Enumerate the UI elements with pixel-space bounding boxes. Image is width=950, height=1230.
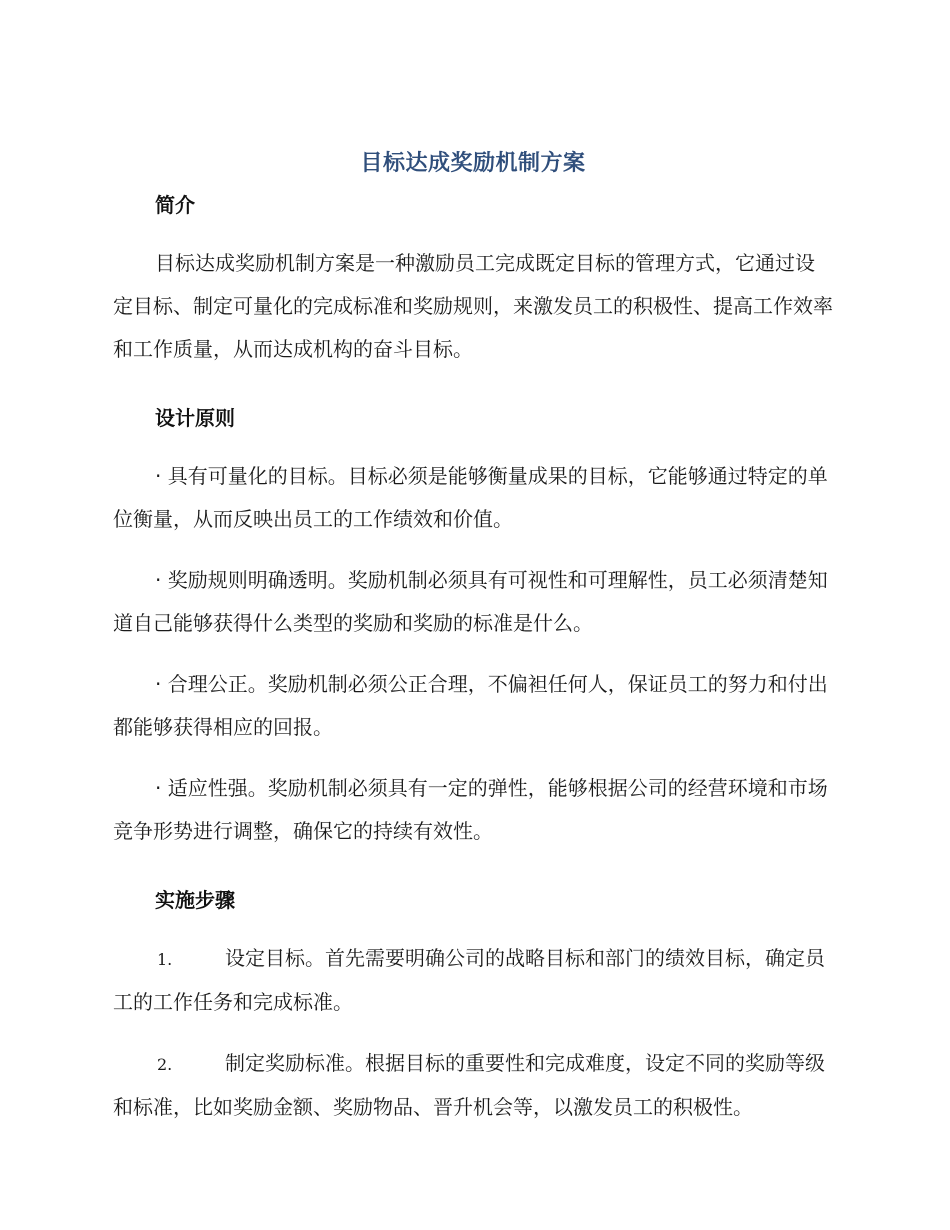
step-number: 1.: [157, 950, 173, 969]
step-item: [113, 1042, 833, 1129]
document-title: 目标达成奖励机制方案: [360, 151, 586, 176]
section-heading-principles: 设计原则: [155, 406, 235, 430]
step-text: 设定目标。首先需要明确公司的战略目标和部门的绩效目标，确定员工的工作任务和完成标准。: [113, 946, 825, 1014]
document-body: [113, 146, 833, 1129]
principle-item: · 奖励规则明确透明。奖励机制必须具有可视性和可理解性，员工必须清楚知道自己能够获得什么类型的奖励和奖励的标准是什么。: [113, 568, 828, 635]
step-text: 制定奖励标准。根据目标的重要性和完成难度，设定不同的奖励等级和标准，比如奖励金额、奖励物品、晋升机会等，以激发员工的积极性。: [113, 1051, 825, 1119]
intro-paragraph: 目标达成奖励机制方案是一种激励员工完成既定目标的管理方式，它通过设定目标、制定可量化的完成标准和奖励规则，来激发员工的积极性、提高工作效率和工作质量，从而达成机构的奋斗目标。: [113, 251, 833, 361]
principle-item: · 适应性强。奖励机制必须具有一定的弹性，能够根据公司的经营环境和市场竞争形势进行调整，确保它的持续有效性。: [113, 776, 828, 843]
step-number: 2.: [157, 1055, 173, 1074]
principle-item: · 合理公正。奖励机制必须公正合理，不偏袒任何人，保证员工的努力和付出都能够获得相应的回报。: [113, 672, 828, 739]
step-item: [113, 937, 833, 1024]
section-heading-intro: 简介: [155, 193, 195, 217]
principle-item: · 具有可量化的目标。目标必须是能够衡量成果的目标，它能够通过特定的单位衡量，从而反映出员工的工作绩效和价值。: [113, 464, 828, 531]
section-heading-steps: 实施步骤: [155, 888, 235, 912]
